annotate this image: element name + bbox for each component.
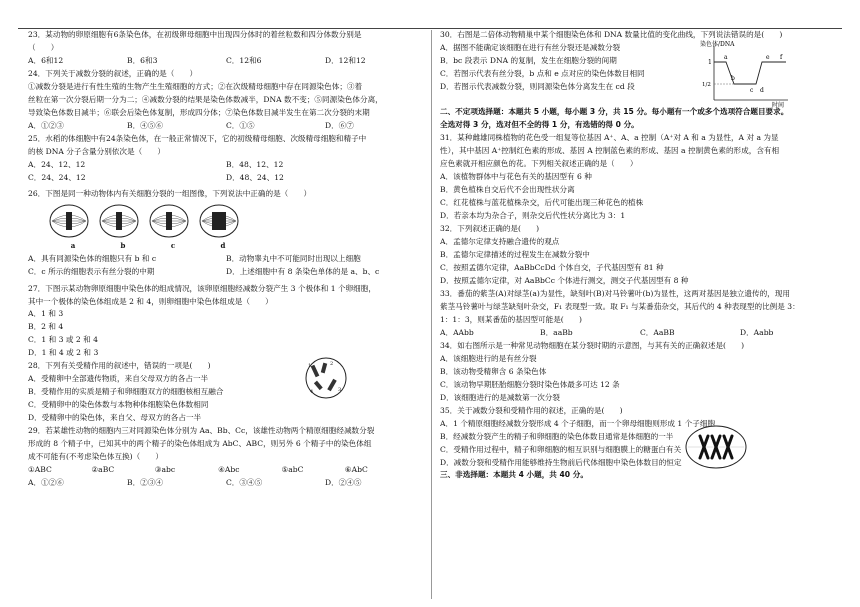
question-line: B．孟德尔定律描述的过程发生在减数分裂中 — [440, 249, 590, 259]
question-line: 丝粒在第一次分裂后期一分为二；④减数分裂的结果是染色体数减半，DNA 数不变；⑤同源染色体分离， — [28, 94, 383, 104]
question-line: 23．某动物的卵原细胞有6条染色体，在初级卵母细胞中出现四分体时的着丝粒数和四分体数分别是 — [28, 30, 362, 39]
answer-option: C．c 所示的细胞表示有丝分裂的中期 — [28, 267, 155, 277]
answer-option: ③abc — [154, 465, 176, 475]
question-line: A．孟德尔定律支持融合遗传的观点 — [440, 236, 560, 246]
question-line: 31．某种雌雄同株植物的花色受一组复等位基因 A⁺、A、a 控制（A⁺对 A 和 a 为显性，A 对 a 为显 — [440, 132, 779, 142]
cell-image-3 — [198, 202, 240, 240]
question-line: 紫茎马铃薯叶与绿茎缺刻叶杂交，F₁ 表现型一致。取 F₁ 与某番茄杂交，其后代的 4 种表现型的比例是 3： — [440, 301, 800, 311]
question-line: C．按照孟德尔定律，AaBbCcDd 个体自交，子代基因型有 81 种 — [440, 262, 664, 272]
question-line: A．1 和 3 — [28, 309, 64, 319]
answer-options — [28, 254, 424, 280]
question-line: 导致染色体数目减半；⑥联会后染色体复制，形成四分体；⑦染色体数目减半发生在第二次分裂的末期 — [28, 107, 370, 117]
question-line: C．受精卵中的染色体数与本物种体细胞染色体数相同 — [28, 400, 209, 410]
answer-option: D．⑥⑦ — [325, 120, 354, 130]
answer-option: B．②③④ — [127, 478, 163, 488]
svg-text:d: d — [760, 87, 764, 94]
column-separator — [431, 30, 432, 599]
svg-text:c: c — [750, 87, 754, 94]
question-line: D．1 和 4 或 2 和 3 — [28, 348, 99, 358]
answer-options — [28, 160, 424, 186]
answer-option: A．①②③ — [28, 120, 64, 130]
question-line: A．该细胞进行的是有丝分裂 — [440, 353, 537, 363]
answer-options — [28, 465, 424, 474]
answer-option: C．12和6 — [226, 55, 262, 65]
answer-option: A．①②⑥ — [28, 478, 64, 488]
answer-option: D．②④⑤ — [325, 478, 362, 488]
cell-label: a — [70, 241, 76, 251]
cell-label: c — [170, 241, 176, 251]
question-line: 性），其中基因 A⁺控制红色素的形成、基因 A 控制蓝色素的形成、基因 a 控制黄色素的形成，含有相 — [440, 145, 780, 155]
q26-cell-labels — [48, 242, 424, 251]
answer-option: ⑤abC — [281, 465, 304, 475]
question-line: 形成的 8 个精子中，已知其中的两个精子的染色体组成为 AbC、ABC，则另外 6 个精子中的染色体组 — [28, 439, 372, 449]
question-line: 34．如右图所示是一种常见动物细胞在某分裂时期的示意图，与其有关的正确叙述是( ) — [440, 340, 745, 350]
question-line: C．红花植株与蓝花植株杂交，后代可能出现三种花色的植株 — [440, 197, 644, 207]
answer-option: C．③④⑤ — [226, 478, 263, 488]
question-line: D．若亲本均为杂合子，则杂交后代性状分离比为 3：1 — [440, 210, 626, 220]
question-line: B．2 和 4 — [28, 322, 64, 332]
top-rule — [18, 28, 842, 29]
answer-option: D．48、24、12 — [226, 172, 284, 182]
question-line: B．bc 段表示 DNA 的复制，发生在细胞分裂的间期 — [440, 55, 617, 65]
svg-text:b: b — [731, 75, 735, 82]
question-line: 29．若某雄性动物的细胞内三对同源染色体分别为 Aa、Bb、Cc，该雄性动物两个精原细胞经减数分裂 — [28, 426, 375, 436]
question-line: 的核 DNA 分子含量分别依次是（ ） — [28, 146, 165, 156]
question-line: A．受精卵中全部遗传物质，来自父母双方的各占一半 — [28, 374, 209, 384]
answer-option: A．24、12、12 — [28, 159, 86, 169]
question-line: 28．下列有关受精作用的叙述中，错误的一项是( ) — [28, 361, 211, 371]
q27-chromosome-figure — [300, 355, 352, 401]
question-line: 27．下图示某动物卵原细胞中染色体的组成情况，该卵原细胞经减数分裂产生 3 个极体和 1 个卵细胞， — [28, 283, 376, 293]
section-heading: 全选对得 3 分，选对但不全的得 1 分，有选错的得 0 分。 — [440, 119, 639, 129]
answer-options — [440, 328, 840, 337]
question-line: A．1 个精原细胞经减数分裂形成 4 个子细胞，而一个卵母细胞则形成 1 个子细胞 — [440, 418, 716, 428]
answer-option: B．48、12、12 — [226, 159, 284, 169]
svg-text:f: f — [780, 54, 783, 61]
question-line: 24．下列关于减数分裂的叙述，正确的是（ ） — [28, 68, 198, 78]
question-line: 30．右图是二倍体动物精巢中某个细胞染色体和 DNA 数量比值的变化曲线，下列说法错误的是( ) — [440, 30, 783, 39]
question-line: 1：1：3，则某番茄的基因型可能是( ) — [440, 314, 582, 324]
question-line: B．黄色植株自交后代不会出现性状分离 — [440, 184, 575, 194]
svg-text:1: 1 — [308, 363, 312, 369]
question-line: C．若图示代表有丝分裂，b 点和 e 点对应的染色体数目相同 — [440, 68, 645, 78]
q26-cell-figures — [48, 202, 424, 240]
question-line: D．该细胞进行的是减数第一次分裂 — [440, 392, 560, 402]
answer-option: ⑥AbC — [344, 465, 368, 475]
answer-option: B．aaBb — [540, 327, 573, 337]
answer-options — [28, 478, 424, 487]
svg-text:1/2: 1/2 — [702, 82, 711, 88]
question-line: 应色素就开相应颜色的花。下列相关叙述正确的是（ ） — [440, 158, 638, 168]
question-line: 成不可能有(不考虑染色体互换)（ ） — [28, 452, 164, 462]
cell-image-0 — [48, 202, 90, 240]
svg-text:2: 2 — [330, 361, 334, 367]
answer-option: C．①⑤ — [226, 120, 255, 130]
svg-text:e: e — [766, 54, 770, 61]
question-line: C．该动物早期胚胎细胞分裂时染色体最多可达 12 条 — [440, 379, 620, 389]
question-line: 25．水稻的体细胞中有24条染色体，在一般正常情况下，它的初级精母细胞、次级精母细胞和精子中 — [28, 133, 367, 143]
svg-text:3: 3 — [338, 387, 342, 393]
answer-option: C．AaBB — [640, 327, 675, 337]
section-heading: 三、非选择题：本题共 4 小题，共 40 分。 — [440, 470, 588, 480]
svg-text:4: 4 — [310, 389, 314, 395]
cell-label: d — [220, 241, 226, 251]
question-line: C．受精作用过程中，精子和卵细胞的相互识别与细胞膜上的糖蛋白有关 — [440, 444, 682, 454]
question-line: 26．下图是同一种动物体内有关细胞分裂的一组图像，下列说法中正确的是（ ） — [28, 189, 312, 199]
cell-image-1 — [98, 202, 140, 240]
answer-option: D．12和12 — [325, 55, 366, 65]
answer-options — [28, 56, 424, 65]
question-line: D．减数分裂和受精作用能够维持生物前后代体细胞中染色体数目的恒定 — [440, 457, 682, 467]
answer-option: B．6和3 — [127, 55, 158, 65]
question-line: A．该植物群体中与花色有关的基因型有 6 种 — [440, 171, 592, 181]
answer-option: ①ABC — [28, 465, 52, 475]
question-line: 32．下列叙述正确的是( ) — [440, 223, 540, 233]
q34-cell-figure — [684, 424, 748, 470]
q30-ratio-graph — [700, 40, 792, 108]
svg-text:时间: 时间 — [772, 102, 785, 108]
question-line: 33．番茄的紫茎(A)对绿茎(a)为显性，缺刻叶(B)对马铃薯叶(b)为显性，这两对基因是独立遗传的，现用 — [440, 288, 790, 298]
answer-option: ②aBC — [91, 465, 115, 475]
question-line: D．按照孟德尔定律，对 AaBbCc 个体进行测交，测交子代基因型有 8 种 — [440, 275, 689, 285]
question-line: （ ） — [28, 42, 59, 52]
question-line: A．据图不能确定该细胞在进行有丝分裂还是减数分裂 — [440, 42, 621, 52]
section-heading: 二、不定项选择题：本题共 5 小题，每小题 3 分，共 15 分。每小题有一个或多个选项符合题目要求。 — [440, 106, 789, 116]
cell-label: b — [120, 241, 126, 251]
answer-option: D．上述细胞中有 8 条染色单体的是 a、b、c — [226, 267, 380, 277]
answer-option: ④Abc — [218, 465, 240, 475]
left-column — [28, 30, 424, 491]
question-line: D．若图示代表减数分裂，则同源染色体分离发生在 cd 段 — [440, 81, 635, 91]
svg-text:a: a — [724, 54, 728, 61]
question-line: D．受精卵中的染色体，来自父、母双方的各占一半 — [28, 413, 202, 423]
answer-option: B．④⑤⑥ — [127, 120, 163, 130]
question-line: B．受精作用的实质是精子和卵细胞双方的细胞核相互融合 — [28, 387, 224, 397]
question-line: ①减数分裂是进行有性生殖的生物产生生殖细胞的方式；②在次级精母细胞中存在同源染色体；③着 — [28, 81, 363, 91]
answer-option: A．具有同源染色体的细胞只有 b 和 c — [28, 254, 157, 264]
answer-options — [28, 121, 424, 130]
cell-image-2 — [148, 202, 190, 240]
question-line: C．1 和 3 或 2 和 4 — [28, 335, 98, 345]
question-line: B．经减数分裂产生的精子和卵细胞的染色体数目通常是体细胞的一半 — [440, 431, 674, 441]
question-line: 其中一个极体的染色体组成是 2 和 4，则卵细胞中染色体组成是（ ） — [28, 296, 273, 306]
question-line: B．该动物受精卵含 6 条染色体 — [440, 366, 547, 376]
graph-ylabel: 染色体/DNA — [700, 41, 735, 48]
answer-option: C．24、24、12 — [28, 172, 86, 182]
svg-text:1: 1 — [708, 59, 712, 66]
answer-option: A．AAbb — [440, 327, 474, 337]
question-line: 35．关于减数分裂和受精作用的叙述，正确的是( ) — [440, 405, 623, 415]
answer-option: A．6和12 — [28, 55, 64, 65]
answer-option: D．Aabb — [740, 327, 774, 337]
answer-option: B．动物睾丸中不可能同时出现以上细胞 — [226, 254, 361, 264]
